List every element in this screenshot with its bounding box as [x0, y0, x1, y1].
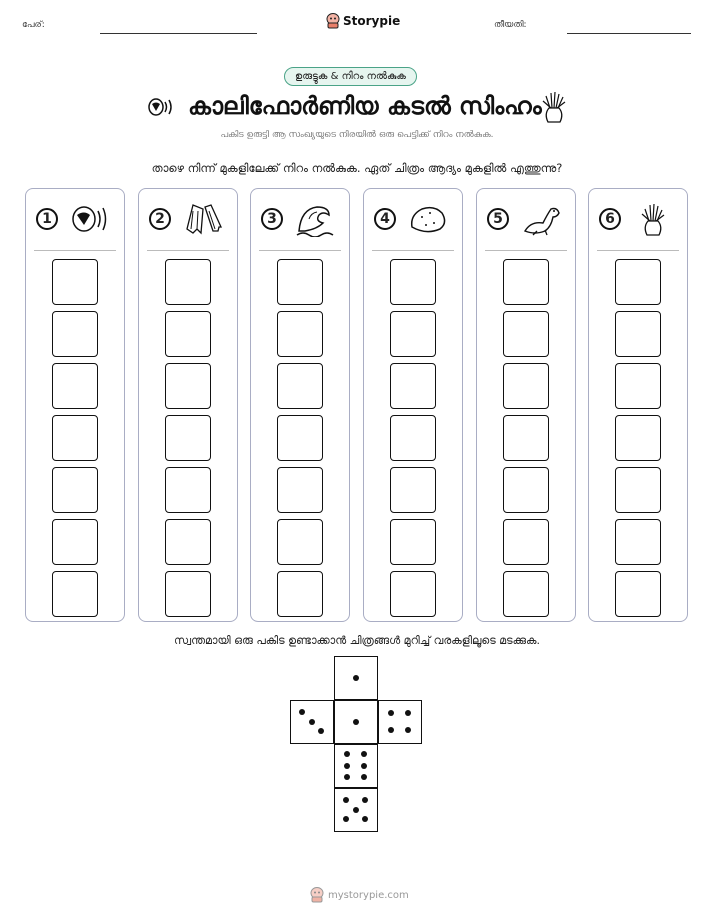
dice-pip	[405, 727, 411, 733]
color-box[interactable]	[390, 415, 436, 461]
dice-pip	[353, 807, 359, 813]
sea-lion-bark-icon	[147, 94, 175, 120]
color-box[interactable]	[390, 259, 436, 305]
dice-pip	[343, 797, 349, 803]
column-number: 4	[374, 208, 396, 230]
color-box[interactable]	[277, 259, 323, 305]
color-box[interactable]	[503, 259, 549, 305]
color-box[interactable]	[277, 467, 323, 513]
subtitle: പകിട ഉരുട്ടി ആ സംഖ്യയുടെ നിരയിൽ ഒരു പെട്ടിക്ക് നിറം നൽകുക.	[220, 130, 494, 140]
color-box[interactable]	[503, 519, 549, 565]
dice-pip	[388, 727, 394, 733]
activity-badge: ഉരുട്ടുക & നിറം നൽകുക	[284, 67, 417, 86]
color-box[interactable]	[165, 467, 211, 513]
name-label: പേര്:	[22, 20, 45, 30]
color-box[interactable]	[615, 311, 661, 357]
color-box[interactable]	[615, 363, 661, 409]
dice-pip	[318, 728, 324, 734]
dice-face	[334, 656, 378, 700]
color-box[interactable]	[615, 415, 661, 461]
dice-pip	[344, 774, 350, 780]
sea-lion-bark-icon	[70, 201, 110, 237]
column-number: 3	[261, 208, 283, 230]
date-label: തീയതി:	[494, 20, 527, 30]
flippers-icon	[183, 201, 223, 237]
dice-pip	[362, 816, 368, 822]
instruction-text: താഴെ നിന്ന് മുകളിലേക്ക് നിറം നൽകുക. ഏത് ചിത്രം ആദ്യം മുകളിൽ എത്തുന്നു?	[151, 161, 563, 175]
sea-lion-icon	[521, 201, 561, 237]
color-box[interactable]	[165, 519, 211, 565]
color-box[interactable]	[390, 363, 436, 409]
color-box[interactable]	[277, 363, 323, 409]
color-box[interactable]	[503, 415, 549, 461]
dice-face	[378, 700, 422, 744]
column-6	[588, 188, 688, 622]
color-box[interactable]	[165, 571, 211, 617]
column-3	[250, 188, 350, 622]
color-box[interactable]	[503, 363, 549, 409]
color-box[interactable]	[277, 311, 323, 357]
color-box[interactable]	[615, 519, 661, 565]
brand-name: Storypie	[343, 14, 401, 28]
color-box[interactable]	[165, 363, 211, 409]
dice-pip	[361, 774, 367, 780]
column-divider	[147, 250, 229, 251]
column-4	[363, 188, 463, 622]
color-box[interactable]	[52, 571, 98, 617]
footer	[310, 887, 409, 903]
storypie-mascot-icon	[326, 13, 340, 29]
dice-face	[334, 788, 378, 832]
rock-icon	[408, 201, 448, 237]
color-box[interactable]	[503, 467, 549, 513]
color-box[interactable]	[165, 415, 211, 461]
color-box[interactable]	[52, 467, 98, 513]
dice-pip	[388, 710, 394, 716]
sea-anemone-icon	[633, 201, 673, 237]
column-2	[138, 188, 238, 622]
color-box[interactable]	[615, 467, 661, 513]
dice-pip	[353, 675, 359, 681]
color-box[interactable]	[390, 467, 436, 513]
dice-pip	[344, 763, 350, 769]
color-box[interactable]	[52, 415, 98, 461]
dice-pip	[353, 719, 359, 725]
column-number: 2	[149, 208, 171, 230]
color-box[interactable]	[390, 571, 436, 617]
dice-pip	[343, 816, 349, 822]
color-box[interactable]	[277, 415, 323, 461]
color-box[interactable]	[615, 571, 661, 617]
page-title: കാലിഫോർണിയ കടൽ സിംഹം	[188, 92, 542, 120]
dice-pip	[362, 797, 368, 803]
color-box[interactable]	[52, 519, 98, 565]
name-line[interactable]	[100, 33, 257, 34]
color-box[interactable]	[390, 311, 436, 357]
column-divider	[259, 250, 341, 251]
footer-url: mystorypie.com	[328, 889, 409, 901]
color-box[interactable]	[165, 311, 211, 357]
dice-pip	[405, 710, 411, 716]
column-divider	[597, 250, 679, 251]
column-divider	[485, 250, 567, 251]
column-5	[476, 188, 576, 622]
column-number: 5	[487, 208, 509, 230]
brand-logo	[326, 13, 400, 29]
color-box[interactable]	[52, 363, 98, 409]
date-line[interactable]	[567, 33, 691, 34]
color-box[interactable]	[615, 259, 661, 305]
dice-pip	[344, 751, 350, 757]
dice-face	[334, 700, 378, 744]
sea-anemone-icon	[540, 90, 568, 124]
color-box[interactable]	[277, 519, 323, 565]
dice-instruction: സ്വന്തമായി ഒരു പകിട ഉണ്ടാക്കാൻ ചിത്രങ്ങൾ മുറിച്ച് വരകളിലൂടെ മടക്കുക.	[174, 634, 540, 647]
color-box[interactable]	[52, 311, 98, 357]
dice-pip	[361, 751, 367, 757]
column-number: 6	[599, 208, 621, 230]
column-divider	[34, 250, 116, 251]
wave-icon	[295, 201, 335, 237]
color-box[interactable]	[165, 259, 211, 305]
dice-pip	[309, 719, 315, 725]
column-1	[25, 188, 125, 622]
column-number: 1	[36, 208, 58, 230]
storypie-mascot-icon	[310, 887, 324, 903]
dice-pip	[299, 709, 305, 715]
color-box[interactable]	[503, 311, 549, 357]
color-box[interactable]	[390, 519, 436, 565]
dice-face	[290, 700, 334, 744]
color-box[interactable]	[52, 259, 98, 305]
column-divider	[372, 250, 454, 251]
dice-face	[334, 744, 378, 788]
dice-pip	[361, 763, 367, 769]
color-box[interactable]	[503, 571, 549, 617]
color-box[interactable]	[277, 571, 323, 617]
